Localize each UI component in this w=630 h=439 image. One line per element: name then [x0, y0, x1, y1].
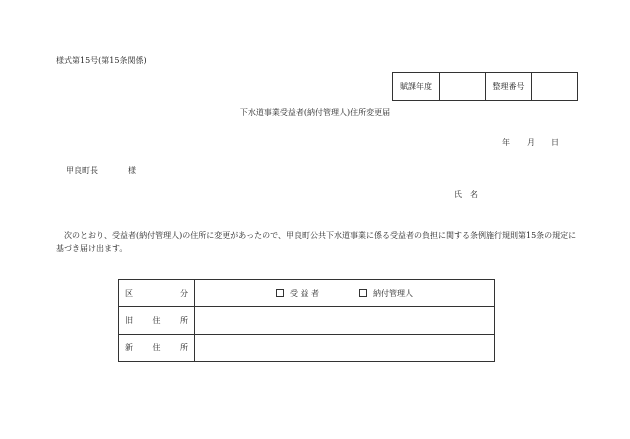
checkbox-icon[interactable] — [359, 289, 367, 297]
declaration-text: 次のとおり、受益者(納付管理人)の住所に変更があったので、甲良町公共下水道事業に係る受益者の負担に関する条例施行規則第15条の規定に基づき届け出ます。 — [56, 231, 577, 253]
date-year: 年 — [502, 138, 510, 147]
admin-table — [392, 72, 578, 101]
date-month: 月 — [527, 138, 535, 147]
option-payment-manager[interactable]: 納付管理人 — [359, 288, 413, 299]
addressee-honorific: 様 — [128, 166, 136, 175]
applicant-name-label: 氏 名 — [454, 190, 478, 199]
new-address-label-char: 所 — [180, 343, 188, 353]
tax-year-label: 賦課年度 — [393, 73, 440, 101]
category-options — [195, 280, 495, 307]
category-label-char: 分 — [180, 288, 188, 298]
document-title: 下水道事業受益者(納付管理人)住所変更届 — [239, 108, 391, 117]
form-number: 様式第15号(第15条関係) — [56, 56, 147, 65]
category-label — [119, 280, 195, 307]
new-address-label-char: 住 — [152, 343, 161, 353]
category-label-char: 区 — [125, 288, 133, 298]
old-address-field[interactable] — [195, 307, 495, 334]
addressee-name: 甲良町長 — [66, 166, 98, 175]
change-table — [118, 279, 495, 362]
date-day: 日 — [551, 138, 559, 147]
new-address-field[interactable] — [195, 334, 495, 361]
option-beneficiary[interactable]: 受 益 者 — [276, 288, 319, 299]
new-address-label — [119, 334, 195, 361]
ref-number-field[interactable] — [532, 73, 578, 101]
ref-number-label: 整理番号 — [486, 73, 532, 101]
old-address-label-char: 所 — [180, 315, 188, 325]
old-address-label-char: 住 — [152, 315, 161, 325]
old-address-label-char: 旧 — [125, 315, 133, 325]
tax-year-field[interactable] — [440, 73, 486, 101]
new-address-label-char: 新 — [125, 343, 133, 353]
checkbox-icon[interactable] — [276, 289, 284, 297]
old-address-label — [119, 307, 195, 334]
